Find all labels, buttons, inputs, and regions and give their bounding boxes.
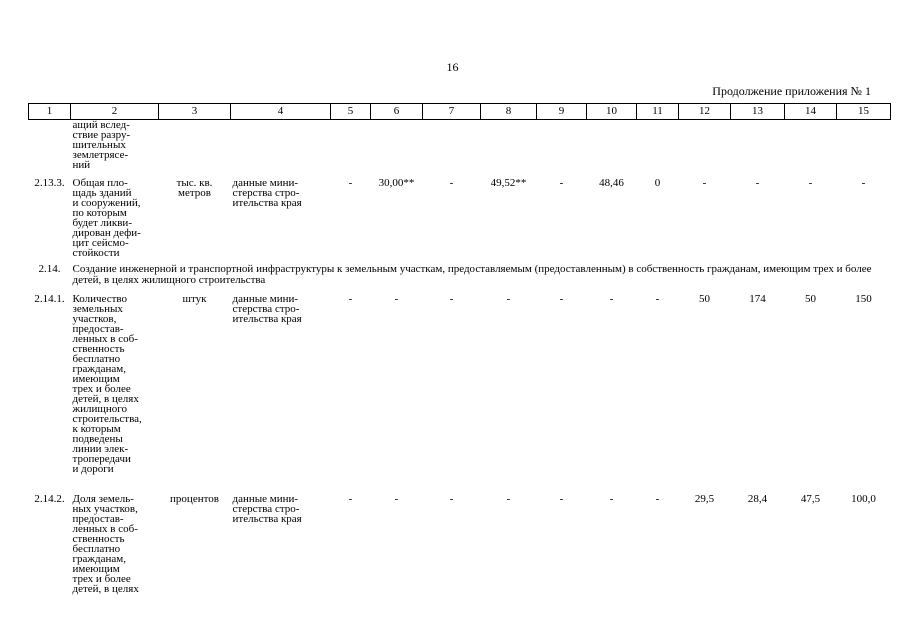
value-cell: - bbox=[808, 176, 813, 189]
column-header: 7 bbox=[423, 104, 481, 120]
table-header-row bbox=[29, 104, 891, 120]
value-cell: 50 bbox=[699, 292, 710, 305]
value-cell: - bbox=[559, 176, 564, 189]
value-cell: 48,46 bbox=[599, 176, 624, 189]
column-header: 2 bbox=[71, 104, 159, 120]
row-code: 2.14.1. bbox=[34, 292, 65, 305]
table-row bbox=[29, 120, 891, 178]
page-number: 16 bbox=[446, 60, 459, 74]
column-header: 9 bbox=[537, 104, 587, 120]
value-cell: 28,4 bbox=[747, 492, 768, 505]
section-title: Создание инженерной и транспортной инфраструктуры к земельным участкам, предоставляемым (предоставленным) в собственность гражданам, имеющим трех и более детей, в целях жилищного строительства bbox=[72, 262, 872, 286]
table-row bbox=[29, 494, 891, 604]
value-cell: - bbox=[655, 492, 660, 505]
continuation-label: Продолжение приложения № 1 bbox=[712, 84, 871, 98]
column-header: 4 bbox=[231, 104, 331, 120]
indicator-name: Количество земельных участков, предостав- ленных в соб- ственность бесплатно гражданам, имеющим трех и более детей, в целях жилищного строительства, к которым подведены линии элек- тропередачи и дороги bbox=[72, 292, 142, 475]
value-cell: - bbox=[348, 292, 353, 305]
section-code: 2.14. bbox=[38, 262, 61, 275]
table-row bbox=[29, 178, 891, 264]
value-cell: 47,5 bbox=[800, 492, 821, 505]
indicator-name: Доля земель- ных участков, предостав- ленных в соб- ственность бесплатно гражданам, имеющим трех и более детей, в целях bbox=[72, 492, 139, 595]
column-header: 6 bbox=[371, 104, 423, 120]
value-cell: 174 bbox=[749, 292, 766, 305]
row-code: 2.14.2. bbox=[34, 492, 65, 505]
value-cell: 49,52** bbox=[490, 176, 527, 189]
value-cell: - bbox=[506, 292, 511, 305]
value-cell: - bbox=[755, 176, 760, 189]
data-source: данные мини- стерства стро- ительства края bbox=[232, 492, 302, 525]
section-row bbox=[29, 264, 891, 294]
column-header: 8 bbox=[481, 104, 537, 120]
value-cell: - bbox=[449, 492, 454, 505]
data-source: данные мини- стерства стро- ительства края bbox=[232, 292, 302, 325]
column-header: 10 bbox=[587, 104, 637, 120]
unit: штук bbox=[182, 292, 207, 305]
value-cell: - bbox=[449, 292, 454, 305]
value-cell: - bbox=[702, 176, 707, 189]
value-cell: 50 bbox=[805, 292, 816, 305]
value-cell: 0 bbox=[654, 176, 661, 189]
column-header: 5 bbox=[331, 104, 371, 120]
value-cell: 150 bbox=[855, 292, 872, 305]
column-header: 13 bbox=[731, 104, 785, 120]
value-cell: - bbox=[559, 292, 564, 305]
column-header: 3 bbox=[159, 104, 231, 120]
indicator-name: Общая пло- щадь зданий и сооружений, по которым будет ликви- дирован дефи- цит сейсмо- стойкости bbox=[72, 176, 141, 259]
column-header: 12 bbox=[679, 104, 731, 120]
value-cell: - bbox=[506, 492, 511, 505]
row-code: 2.13.3. bbox=[34, 176, 65, 189]
value-cell: - bbox=[861, 176, 866, 189]
table-row bbox=[29, 294, 891, 494]
value-cell: - bbox=[655, 292, 660, 305]
unit: процентов bbox=[170, 492, 219, 505]
value-cell: - bbox=[394, 492, 399, 505]
value-cell: - bbox=[609, 292, 614, 305]
column-header: 1 bbox=[29, 104, 71, 120]
data-source: данные мини- стерства стро- ительства края bbox=[232, 176, 302, 209]
value-cell: - bbox=[449, 176, 454, 189]
column-header: 14 bbox=[785, 104, 837, 120]
value-cell: 100,0 bbox=[851, 492, 876, 505]
indicator-name: ащий вслед- ствие разру- шительных землетрясе- ний bbox=[72, 119, 131, 171]
value-cell: 29,5 bbox=[694, 492, 715, 505]
data-table bbox=[28, 103, 891, 604]
value-cell: - bbox=[559, 492, 564, 505]
value-cell: - bbox=[394, 292, 399, 305]
unit: тыс. кв. метров bbox=[176, 176, 213, 199]
value-cell: 30,00** bbox=[378, 176, 415, 189]
value-cell: - bbox=[348, 492, 353, 505]
value-cell: - bbox=[348, 176, 353, 189]
value-cell: - bbox=[609, 492, 614, 505]
column-header: 11 bbox=[637, 104, 679, 120]
column-header: 15 bbox=[837, 104, 891, 120]
